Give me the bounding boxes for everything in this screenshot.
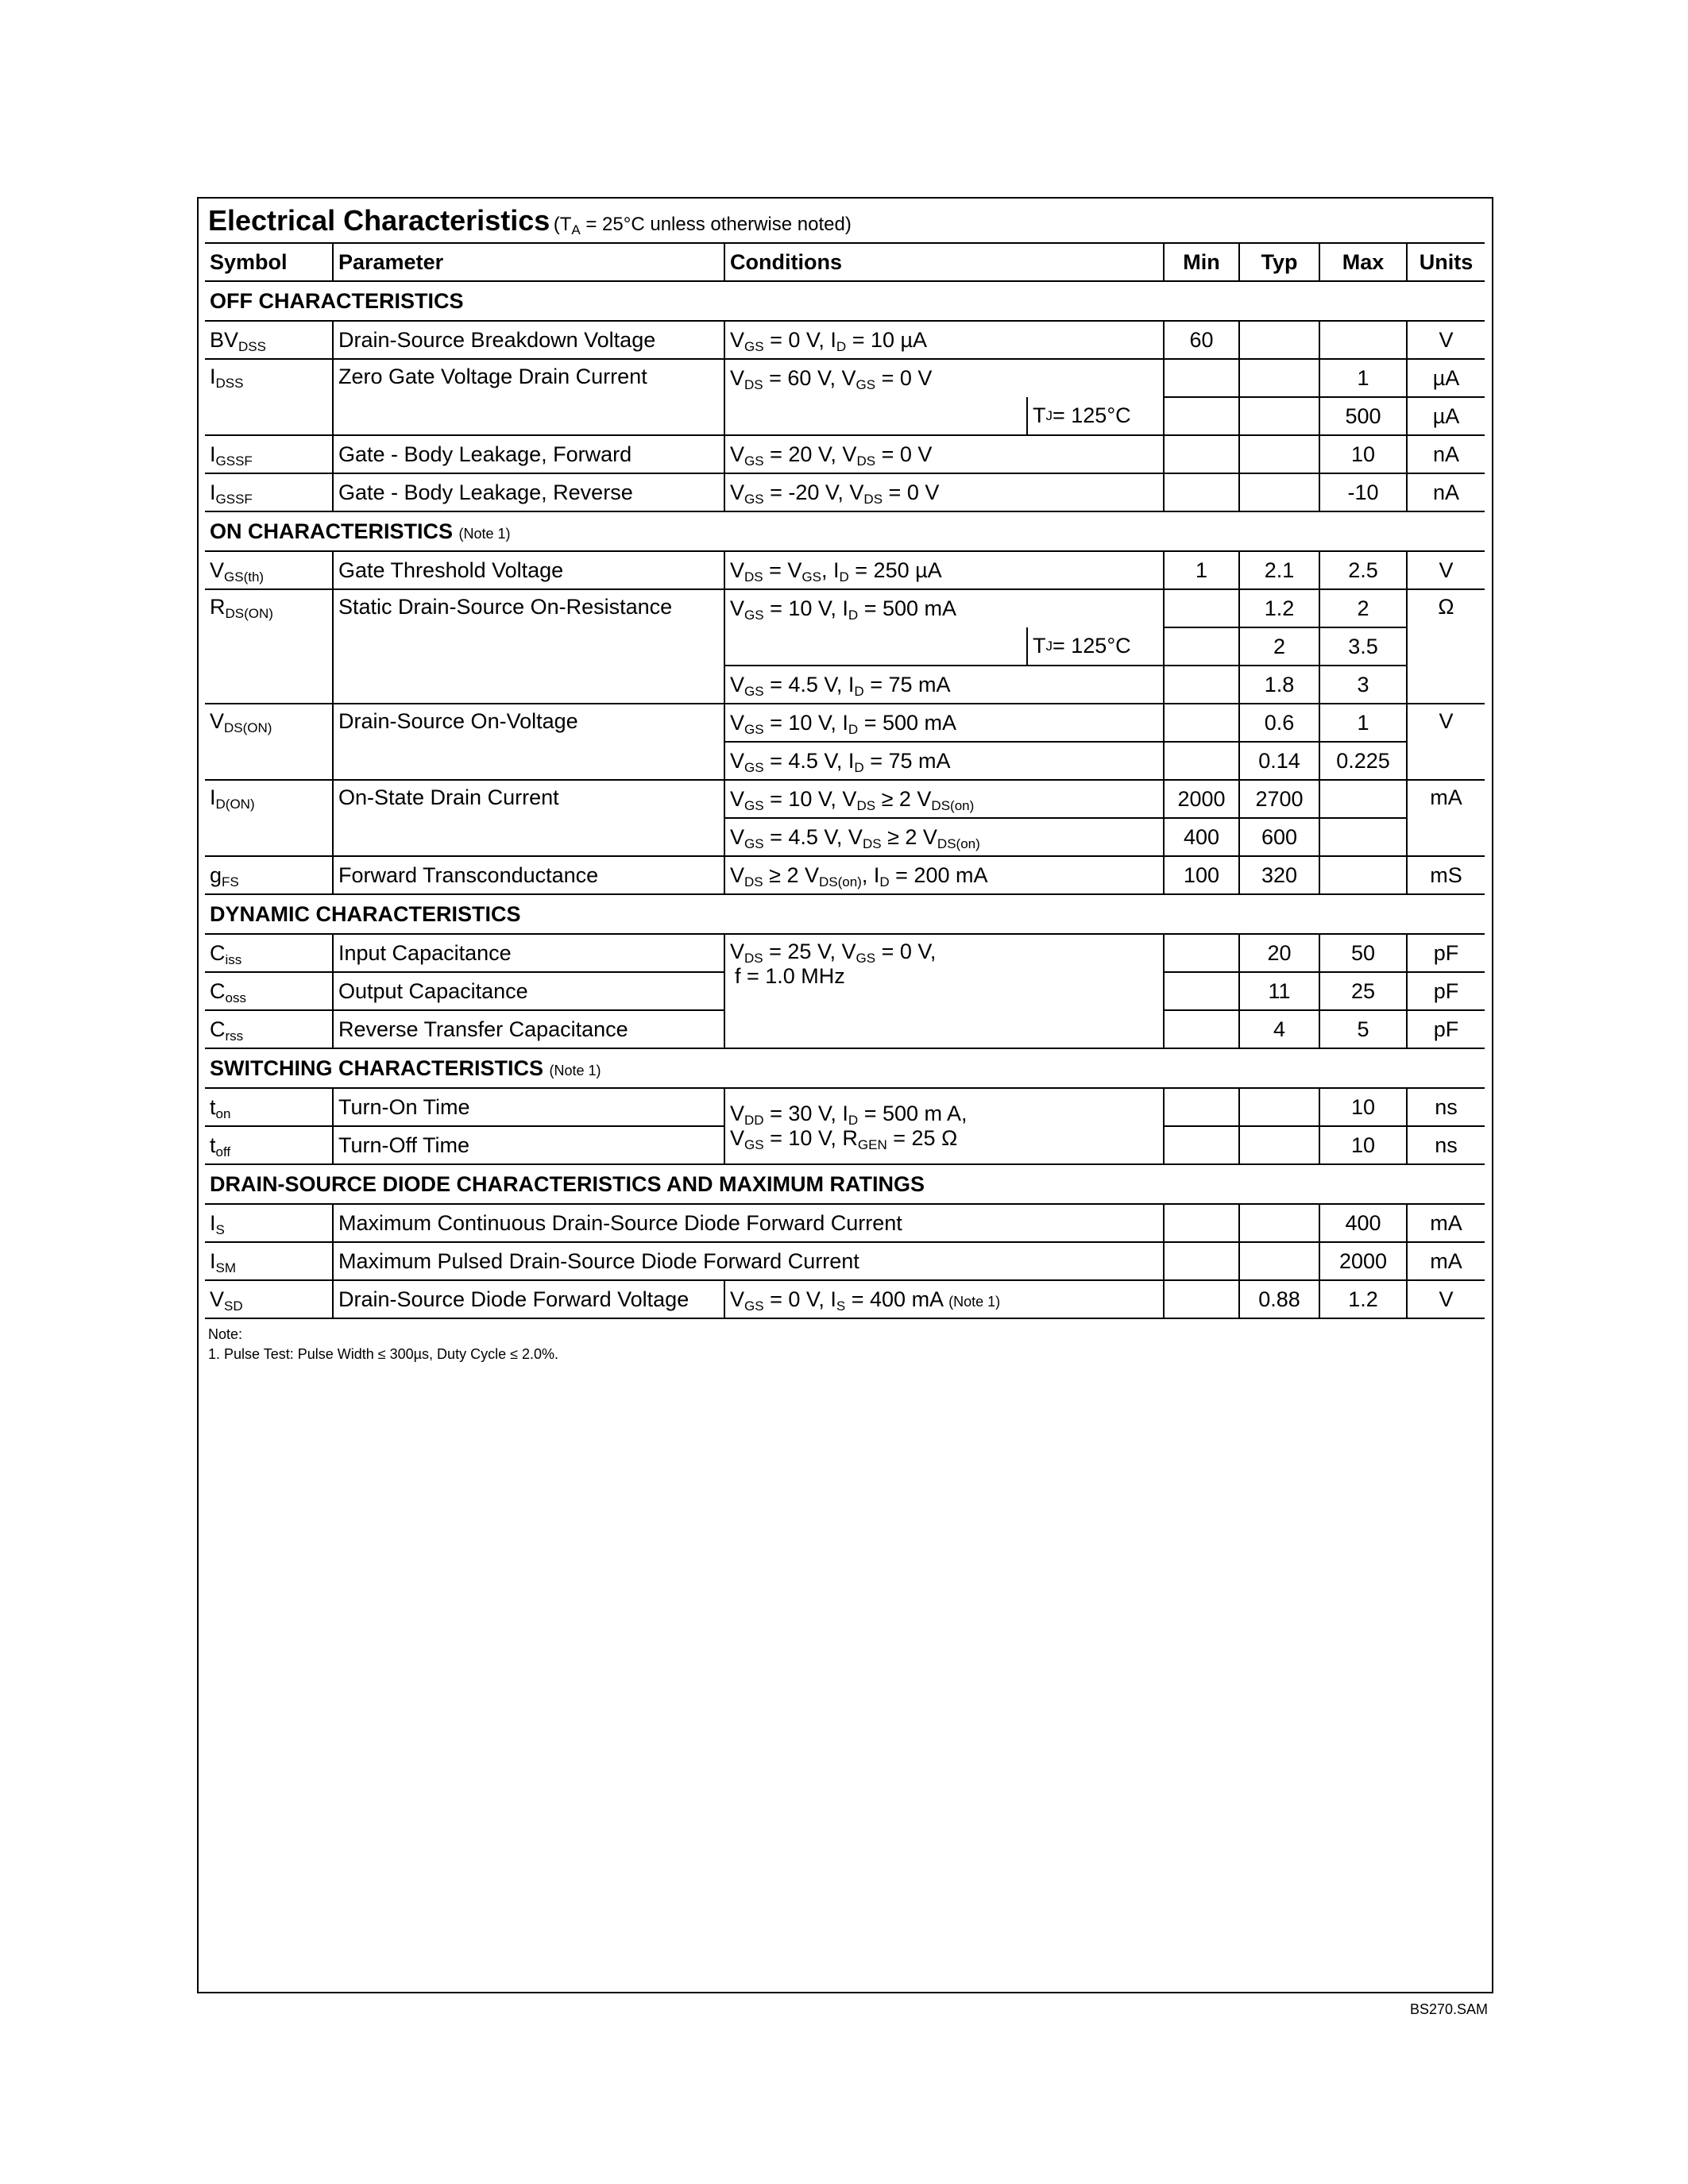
max-cell: 1.2: [1319, 1280, 1407, 1318]
symbol-cell: $I_S$: [205, 1204, 333, 1242]
min-cell: [1164, 1204, 1239, 1242]
symbol-cell: $V_{DS(ON)}$: [205, 704, 333, 780]
symbol-cell: $V_{GS(th)}$: [205, 551, 333, 589]
conditions-cell: $V_{GS} = 10$ V, $I_D = 500$ mA: [724, 704, 1164, 742]
max-cell: 25: [1319, 972, 1407, 1010]
min-cell: [1164, 435, 1239, 473]
typ-cell: [1239, 359, 1319, 397]
units-cell: V: [1407, 321, 1485, 359]
min-cell: [1164, 934, 1239, 972]
max-cell: -10: [1319, 473, 1407, 511]
min-cell: [1164, 704, 1239, 742]
max-cell: [1319, 321, 1407, 359]
max-cell: 10: [1319, 435, 1407, 473]
section-on: [205, 511, 1485, 551]
parameter-cell: Drain-Source Diode Forward Voltage: [333, 1280, 724, 1318]
table-row: [205, 321, 1485, 359]
conditions-cell: $V_{DD} = 30$ V, $I_D = 500$ m A, $V_{GS} = 10$ V, $R_{GEN} = 25$ Ω: [724, 1088, 1164, 1164]
max-cell: 2: [1319, 589, 1407, 627]
symbol-cell: $t_{off}$: [205, 1126, 333, 1164]
symbol-cell: $C_{iss}$: [205, 934, 333, 972]
parameter-cell: Output Capacitance: [333, 972, 724, 1010]
parameter-cell: Static Drain-Source On-Resistance: [333, 589, 724, 704]
min-cell: [1164, 589, 1239, 627]
units-cell: mA: [1407, 1242, 1485, 1280]
table-row: [205, 589, 1485, 627]
header-conditions: Conditions: [724, 243, 1164, 281]
min-cell: 1: [1164, 551, 1239, 589]
symbol-cell: $t_{on}$: [205, 1088, 333, 1126]
symbol-cell: $BV_{DSS}$: [205, 321, 333, 359]
header-min: Min: [1164, 243, 1239, 281]
symbol-cell: $C_{rss}$: [205, 1010, 333, 1048]
table-row: [205, 1088, 1485, 1126]
table-row: [205, 435, 1485, 473]
units-cell: V: [1407, 704, 1485, 780]
title-main: Electrical Characteristics: [208, 204, 550, 237]
table-row: [205, 934, 1485, 972]
tj-condition: T J = 125°C: [1026, 397, 1163, 434]
typ-cell: [1239, 435, 1319, 473]
max-cell: 2000: [1319, 1242, 1407, 1280]
min-cell: [1164, 359, 1239, 397]
symbol-cell: $I_{GSSF}$: [205, 435, 333, 473]
conditions-cell: [724, 397, 1164, 435]
parameter-cell: Drain-Source Breakdown Voltage: [333, 321, 724, 359]
units-cell: µA: [1407, 359, 1485, 397]
units-cell: pF: [1407, 934, 1485, 972]
units-cell: nA: [1407, 473, 1485, 511]
units-cell: µA: [1407, 397, 1485, 435]
section-dynamic: [205, 894, 1485, 934]
typ-cell: 0.14: [1239, 742, 1319, 780]
typ-cell: 4: [1239, 1010, 1319, 1048]
min-cell: [1164, 972, 1239, 1010]
conditions-cell: $V_{DS} = 60$ V, $V_{GS} = 0$ V: [724, 359, 1164, 397]
max-cell: 400: [1319, 1204, 1407, 1242]
table-row: [205, 780, 1485, 818]
units-cell: mS: [1407, 856, 1485, 894]
min-cell: 100: [1164, 856, 1239, 894]
header-parameter: Parameter: [333, 243, 724, 281]
note-1: 1. Pulse Test: Pulse Width ≤ 300µs, Duty Cycle ≤ 2.0%.: [208, 1346, 558, 1362]
section-switching-title: SWITCHING CHARACTERISTICS (Note 1): [205, 1048, 1485, 1088]
units-cell: pF: [1407, 972, 1485, 1010]
table-row: [205, 704, 1485, 742]
section-switching: [205, 1048, 1485, 1088]
typ-cell: [1239, 1242, 1319, 1280]
max-cell: 10: [1319, 1126, 1407, 1164]
symbol-cell: $I_{DSS}$: [205, 359, 333, 435]
typ-cell: 2: [1239, 627, 1319, 666]
table-row: [205, 856, 1485, 894]
conditions-cell: $V_{GS} = 0$ V, $I_D = 10$ µA: [724, 321, 1164, 359]
tj-condition: T J = 125°C: [1026, 627, 1163, 665]
min-cell: [1164, 397, 1239, 435]
symbol-cell: $C_{oss}$: [205, 972, 333, 1010]
min-cell: [1164, 666, 1239, 704]
min-cell: [1164, 1280, 1239, 1318]
units-cell: pF: [1407, 1010, 1485, 1048]
table-row: [205, 359, 1485, 397]
section-off: [205, 281, 1485, 321]
max-cell: 0.225: [1319, 742, 1407, 780]
min-cell: [1164, 473, 1239, 511]
header-typ: Typ: [1239, 243, 1319, 281]
typ-cell: 11: [1239, 972, 1319, 1010]
section-diode: [205, 1164, 1485, 1204]
footer-code: BS270.SAM: [1410, 2001, 1489, 2017]
table-header-row: [205, 243, 1485, 281]
parameter-cell: Turn-On Time: [333, 1088, 724, 1126]
parameter-cell: Turn-Off Time: [333, 1126, 724, 1164]
header-max: Max: [1319, 243, 1407, 281]
section-on-title: ON CHARACTERISTICS (Note 1): [205, 511, 1485, 551]
table-row: [205, 551, 1485, 589]
table-row: [205, 1280, 1485, 1318]
table-row: [205, 1204, 1485, 1242]
max-cell: [1319, 780, 1407, 818]
parameter-cell: Forward Transconductance: [333, 856, 724, 894]
min-cell: 400: [1164, 818, 1239, 856]
typ-cell: [1239, 1126, 1319, 1164]
typ-cell: [1239, 1204, 1319, 1242]
typ-cell: 20: [1239, 934, 1319, 972]
typ-cell: 1.2: [1239, 589, 1319, 627]
units-cell: V: [1407, 1280, 1485, 1318]
section-dynamic-title: DYNAMIC CHARACTERISTICS: [205, 894, 1485, 934]
conditions-cell: $V_{DS} \ge 2$ $V_{DS(on)}$, $I_D = 200$ mA: [724, 856, 1164, 894]
parameter-cell: Gate - Body Leakage, Forward: [333, 435, 724, 473]
symbol-cell: $I_{SM}$: [205, 1242, 333, 1280]
units-cell: mA: [1407, 1204, 1485, 1242]
parameter-cell: Drain-Source On-Voltage: [333, 704, 724, 780]
units-cell: mA: [1407, 780, 1485, 856]
symbol-cell: $R_{DS(ON)}$: [205, 589, 333, 704]
max-cell: 50: [1319, 934, 1407, 972]
units-cell: ns: [1407, 1088, 1485, 1126]
units-cell: Ω: [1407, 589, 1485, 704]
symbol-cell: $I_{GSSF}$: [205, 473, 333, 511]
typ-cell: [1239, 1088, 1319, 1126]
conditions-cell: $V_{GS} = 4.5$ V, $I_D = 75$ mA: [724, 742, 1164, 780]
units-cell: V: [1407, 551, 1485, 589]
min-cell: [1164, 742, 1239, 780]
header-symbol: Symbol: [205, 243, 333, 281]
parameter-cell: Gate Threshold Voltage: [333, 551, 724, 589]
typ-cell: 2.1: [1239, 551, 1319, 589]
max-cell: 1: [1319, 359, 1407, 397]
table-row: [205, 1242, 1485, 1280]
max-cell: 500: [1319, 397, 1407, 435]
max-cell: 1: [1319, 704, 1407, 742]
parameter-cell: Reverse Transfer Capacitance: [333, 1010, 724, 1048]
header-units: Units: [1407, 243, 1485, 281]
min-cell: [1164, 1242, 1239, 1280]
typ-cell: 0.88: [1239, 1280, 1319, 1318]
conditions-cell: $V_{GS} = 4.5$ V, $I_D = 75$ mA: [724, 666, 1164, 704]
min-cell: [1164, 1088, 1239, 1126]
max-cell: 3: [1319, 666, 1407, 704]
max-cell: [1319, 818, 1407, 856]
typ-cell: 600: [1239, 818, 1319, 856]
units-cell: nA: [1407, 435, 1485, 473]
conditions-cell: $V_{GS} = -20$ V, $V_{DS} = 0$ V: [724, 473, 1164, 511]
conditions-cell: $V_{GS} = 0$ V, $I_S = 400$ mA (Note 1): [724, 1280, 1164, 1318]
max-cell: 10: [1319, 1088, 1407, 1126]
conditions-cell: $V_{GS} = 10$ V, $I_D = 500$ mA: [724, 589, 1164, 627]
typ-cell: [1239, 473, 1319, 511]
min-cell: [1164, 1126, 1239, 1164]
min-cell: [1164, 627, 1239, 666]
typ-cell: 1.8: [1239, 666, 1319, 704]
typ-cell: 0.6: [1239, 704, 1319, 742]
table-row: [205, 473, 1485, 511]
parameter-cell: Gate - Body Leakage, Reverse: [333, 473, 724, 511]
units-cell: ns: [1407, 1126, 1485, 1164]
conditions-cell: $V_{GS} = 4.5$ V, $V_{DS} \ge 2$ $V_{DS(on)}$: [724, 818, 1164, 856]
conditions-cell: $V_{DS} = 25$ V, $V_{GS} = 0$ V, f = 1.0 MHz: [724, 934, 1164, 1048]
typ-cell: [1239, 321, 1319, 359]
typ-cell: 320: [1239, 856, 1319, 894]
electrical-characteristics-table: [205, 242, 1485, 1319]
min-cell: 60: [1164, 321, 1239, 359]
parameter-cell: Maximum Continuous Drain-Source Diode Forward Current: [333, 1204, 1164, 1242]
min-cell: 2000: [1164, 780, 1239, 818]
section-off-title: OFF CHARACTERISTICS: [205, 281, 1485, 321]
min-cell: [1164, 1010, 1239, 1048]
parameter-cell: On-State Drain Current: [333, 780, 724, 856]
typ-cell: 2700: [1239, 780, 1319, 818]
conditions-cell: $V_{DS} = V_{GS}$, $I_D = 250$ µA: [724, 551, 1164, 589]
title-condition: ($T_A = 25^\circ C$ unless otherwise noted): [553, 214, 852, 237]
section-diode-title: DRAIN-SOURCE DIODE CHARACTERISTICS AND MAXIMUM RATINGS: [205, 1164, 1485, 1204]
notes-heading: Note:: [208, 1326, 243, 1342]
symbol-cell: $V_{SD}$: [205, 1280, 333, 1318]
conditions-cell: $V_{GS} = 20$ V, $V_{DS} = 0$ V: [724, 435, 1164, 473]
conditions-cell: $V_{GS} = 10$ V, $V_{DS} \ge 2$ $V_{DS(on)}$: [724, 780, 1164, 818]
parameter-cell: Input Capacitance: [333, 934, 724, 972]
max-cell: 2.5: [1319, 551, 1407, 589]
max-cell: [1319, 856, 1407, 894]
parameter-cell: Maximum Pulsed Drain-Source Diode Forward Current: [333, 1242, 1164, 1280]
max-cell: 5: [1319, 1010, 1407, 1048]
symbol-cell: $I_{D(ON)}$: [205, 780, 333, 856]
notes: [208, 1325, 558, 1364]
typ-cell: [1239, 397, 1319, 435]
symbol-cell: $g_{FS}$: [205, 856, 333, 894]
parameter-cell: Zero Gate Voltage Drain Current: [333, 359, 724, 435]
conditions-cell: [724, 627, 1164, 666]
page-title: [208, 204, 852, 237]
max-cell: 3.5: [1319, 627, 1407, 666]
